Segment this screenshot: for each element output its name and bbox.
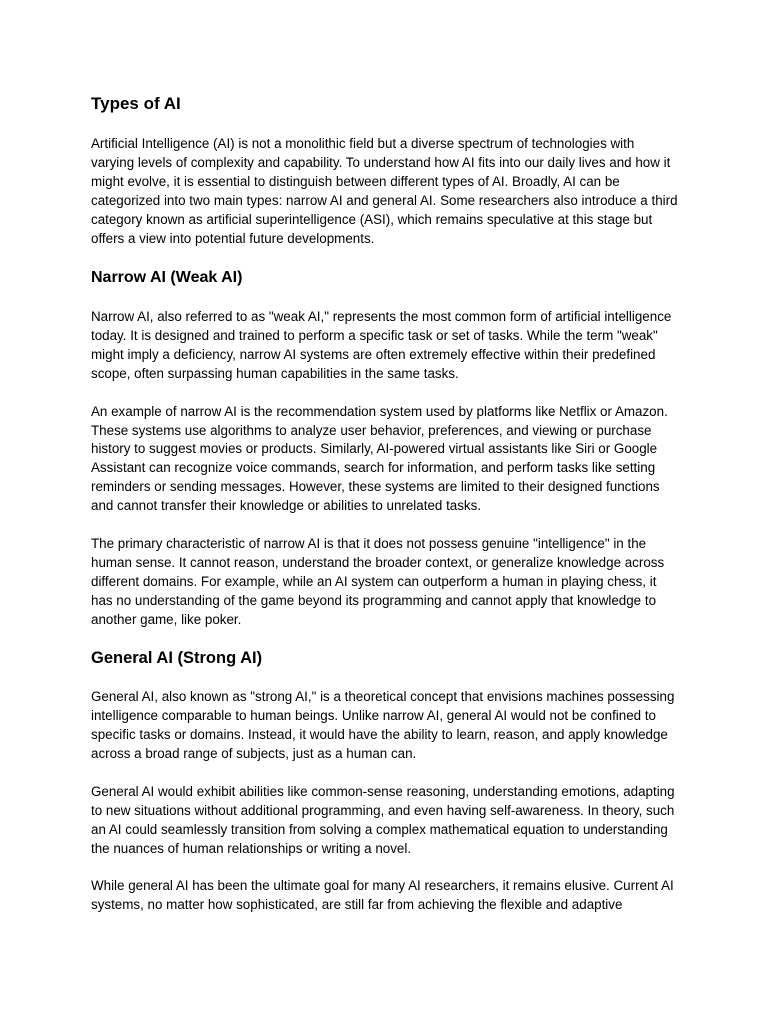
intro-paragraph: Artificial Intelligence (AI) is not a monolithic field but a diverse spectrum of technologies with varying levels of complexity and capability. To understand how AI fits into our daily lives and how it might evolve, it is essential to distinguish between different types of AI. Broadly, AI can be categorized into two main types: narrow AI and general AI. Some researchers also introduce a third category known as artificial superintelligence (ASI), which remains speculative at this stage but offers a view into potential future developments. (91, 136, 678, 246)
page-title: Types of AI (91, 94, 181, 113)
general-ai-heading: General AI (Strong AI) (91, 649, 263, 668)
narrow-ai-paragraph-1: Narrow AI, also referred to as "weak AI," represents the most common form of artificial intelligence today. It is designed and trained to perform a specific task or set of tasks. While the term "weak" might imply a deficiency, narrow AI systems are often extremely effective within their predefined scope, often surpassing human capabilities in the same tasks. (91, 309, 672, 381)
document-page (91, 93, 681, 934)
general-ai-paragraph-3: While general AI has been the ultimate goal for many AI researchers, it remains elusive. Current AI systems, no matter how sophisticated, are still far from achieving the flexible and adaptive (91, 878, 674, 913)
general-ai-paragraph-2: General AI would exhibit abilities like common-sense reasoning, understanding emotions, adapting to new situations without additional programming, and even having self-awareness. In theory, such an AI could seamlessly transition from solving a complex mathematical equation to understanding the nuances of human relationships or writing a novel. (91, 783, 675, 856)
narrow-ai-heading: Narrow AI (Weak AI) (91, 269, 243, 287)
general-ai-paragraph-1: General AI, also known as "strong AI," is a theoretical concept that envisions machines possessing intelligence comparable to human beings. Unlike narrow AI, general AI would not be confined to specific tasks or domains. Instead, it would have the ability to learn, reason, and apply knowledge across a broad range of subjects, just as a human can. (91, 689, 675, 762)
narrow-ai-paragraph-3: The primary characteristic of narrow AI is that it does not possess genuine "intelligence" in the human sense. It cannot reason, understand the broader context, or generalize knowledge across different domains. For example, while an AI system can outperform a human in playing chess, it has no understanding of the game beyond its programming and cannot apply that knowledge to another game, like poker. (91, 535, 665, 627)
narrow-ai-paragraph-2: An example of narrow AI is the recommendation system used by platforms like Netflix or Amazon. These systems use algorithms to analyze user behavior, preferences, and viewing or purchase history to suggest movies or products. Similarly, AI-powered virtual assistants like Siri or Google Assistant can recognize voice commands, search for information, and perform tasks like setting reminders or sending messages. However, these systems are limited to their designed functions and cannot transfer their knowledge or abilities to unrelated tasks. (91, 403, 668, 514)
